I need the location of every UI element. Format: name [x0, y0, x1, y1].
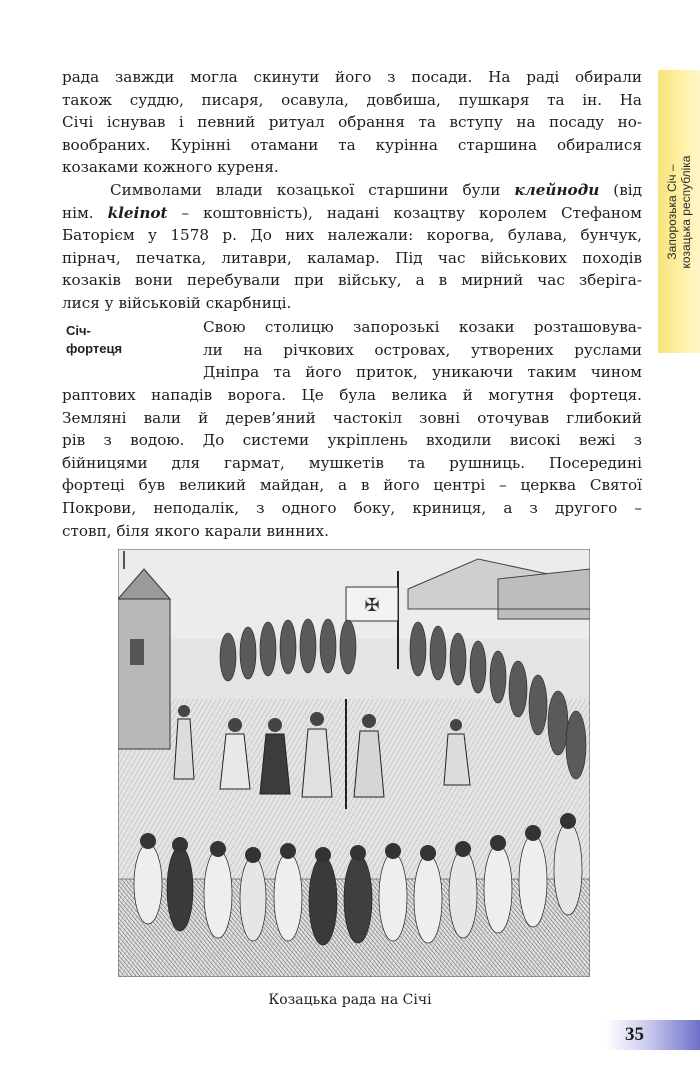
text-line: також суддю, писаря, осавула, довбиша, пушкаря та ін. На	[62, 90, 642, 109]
text-line: Земляні вали й дерев’яний частокіл зовні оточував глибокий	[62, 408, 642, 427]
text-line: ли на річкових островах, утворених руслами	[203, 340, 642, 359]
illustration-cossack-council	[118, 549, 590, 977]
text-line: рада завжди могла скинути його з посади. На раді обирали	[62, 68, 642, 86]
term-kleinody: клейноди	[514, 181, 600, 199]
text-line: нім. kleinot – коштовність), надані козацтву королем Стефаном	[62, 203, 642, 222]
text-line: козаків вони перебували при війську, а в мирний час зберіга-	[62, 271, 642, 290]
margin-subheading	[66, 322, 122, 358]
chapter-side-tab	[658, 70, 700, 353]
text-line: стовп, біля якого карали винних.	[62, 521, 329, 540]
text-line: Покрови, неподалік, з одного боку, криниця, а з другого –	[62, 498, 642, 517]
text-line: Символами влади козацької старшини були клейноди (від	[110, 181, 642, 199]
text-line: фортеці був великий майдан, а в його центрі – церква Святої	[62, 476, 642, 495]
engraving-drawing	[118, 549, 590, 977]
text-line: Баторієм у 1578 р. До них належали: корогва, булава, бунчук,	[62, 226, 642, 245]
term-kleinot: kleinot	[107, 203, 168, 222]
text-line: вообраних. Курінні отамани та курінна старшина обиралися	[62, 135, 642, 154]
text-line: лися у військовій скарбниці.	[62, 293, 292, 312]
banner-cross-icon: ✠	[364, 595, 380, 616]
text-line: Дніпра та його приток, уникаючи таким чином	[203, 363, 642, 382]
text-line: раптових нападів ворога. Це була велика й могутня фортеця.	[62, 386, 642, 404]
paragraph-rada	[62, 66, 642, 179]
text-line: рів з водою. До системи укріплень входили високі вежі з	[62, 431, 642, 450]
text-line: Січі існував і певний ритуал обрання та вступу на посаду но-	[62, 113, 642, 132]
paragraph-kleinody	[62, 179, 642, 315]
margin-subheading-line2: фортеця	[66, 341, 123, 356]
paragraph-sich-fortress-top	[203, 316, 642, 384]
text-line: пірнач, печатка, литаври, каламар. Під час військових походів	[62, 248, 642, 267]
chapter-title-line2: козацька республіка	[679, 155, 693, 268]
text-line: бійницями для гармат, мушкетів та рушниць. Посередині	[62, 453, 642, 472]
text-line: козаками кожного куреня.	[62, 158, 279, 177]
paragraph-sich-fortress	[62, 384, 642, 542]
chapter-title-vertical	[665, 155, 693, 268]
text-line: Свою столицю запорозькі козаки розташовува-	[203, 318, 642, 336]
figure-caption: Козацька рада на Січі	[268, 992, 432, 1008]
margin-subheading-line1: Січ-	[66, 323, 91, 338]
page-number: 35	[625, 1024, 644, 1045]
chapter-title-line1: Запорозька Січ –	[665, 163, 679, 260]
